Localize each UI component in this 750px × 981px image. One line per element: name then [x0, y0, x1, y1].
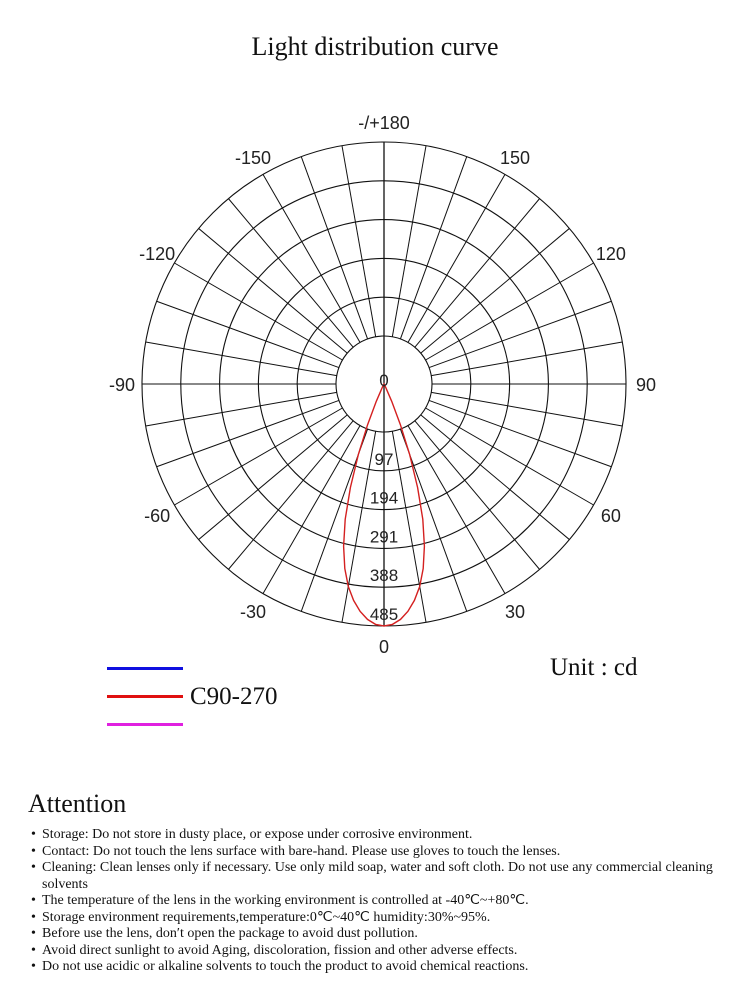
grid-spoke [342, 146, 376, 337]
grid-spoke [415, 199, 540, 348]
grid-spoke [431, 342, 622, 376]
angle-label: 150 [499, 148, 531, 169]
legend-line-magenta [107, 723, 183, 726]
grid-spoke [301, 157, 367, 339]
polar-labels [109, 113, 656, 657]
grid-spoke [421, 228, 570, 353]
radial-label: 0 [379, 371, 389, 390]
attention-heading: Attention [28, 789, 127, 818]
angle-label: 0 [378, 637, 390, 657]
legend-line-red [107, 695, 183, 698]
attention-item: • Storage environment requirements,temperature:0℃~40℃ humidity:30%~95%. [28, 910, 728, 927]
grid-spoke [431, 392, 622, 426]
grid-spoke [392, 146, 426, 337]
angle-label: 120 [595, 244, 626, 264]
radial-label: 194 [369, 488, 399, 508]
grid-spoke [429, 400, 611, 466]
legend-line-blue [107, 667, 183, 670]
angle-label: -30 [239, 601, 267, 622]
attention-list [28, 827, 728, 976]
unit-label: Unit : cd [550, 654, 638, 681]
grid-spoke [146, 342, 337, 376]
grid-spoke [228, 199, 353, 348]
angle-label: -120 [139, 244, 176, 264]
attention-item: • The temperature of the lens in the working environment is controlled at -40℃~+80℃. [28, 893, 728, 910]
grid-spoke [228, 421, 353, 570]
attention-item: • Before use the lens, don′t open the package to avoid dust pollution. [28, 926, 728, 943]
radial-label: 291 [369, 527, 399, 547]
chart-title: Light distribution curve [251, 32, 499, 61]
radial-label: 97 [374, 449, 394, 469]
grid-spoke [146, 392, 337, 426]
angle-label: 90 [635, 375, 657, 395]
grid-spoke [157, 301, 339, 367]
attention-item: • Contact: Do not touch the lens surface with bare-hand. Please use gloves to touch the lenses. [28, 844, 728, 861]
angle-label: -/+180 [358, 113, 410, 133]
radial-label: 388 [369, 566, 399, 586]
attention-item: • Do not use acidic or alkaline solvents to touch the product to avoid chemical reactions. [28, 959, 728, 976]
grid-spoke [157, 400, 339, 466]
grid-spoke [415, 421, 540, 570]
attention-item: • Storage: Do not store in dusty place, or expose under corrosive environment. [28, 827, 728, 844]
grid-spoke [199, 228, 348, 353]
angle-label: 60 [600, 506, 621, 526]
attention-item: • Avoid direct sunlight to avoid Aging, discoloration, fission and other adverse effects. [28, 943, 728, 960]
grid-spoke [429, 301, 611, 367]
angle-label: 30 [504, 601, 526, 622]
radial-label: 485 [369, 605, 399, 624]
angle-label: -150 [234, 148, 272, 169]
attention-item: • Cleaning: Clean lenses only if necessary. Use only mild soap, water and soft cloth. Do not use any commercial cleaning solvents [28, 860, 728, 893]
angle-label: -60 [144, 506, 171, 526]
grid-spoke [199, 415, 348, 540]
grid-spoke [400, 157, 466, 339]
angle-label: -90 [108, 375, 136, 395]
grid-spoke [421, 415, 570, 540]
legend-label-c90-270: C90-270 [190, 683, 278, 710]
